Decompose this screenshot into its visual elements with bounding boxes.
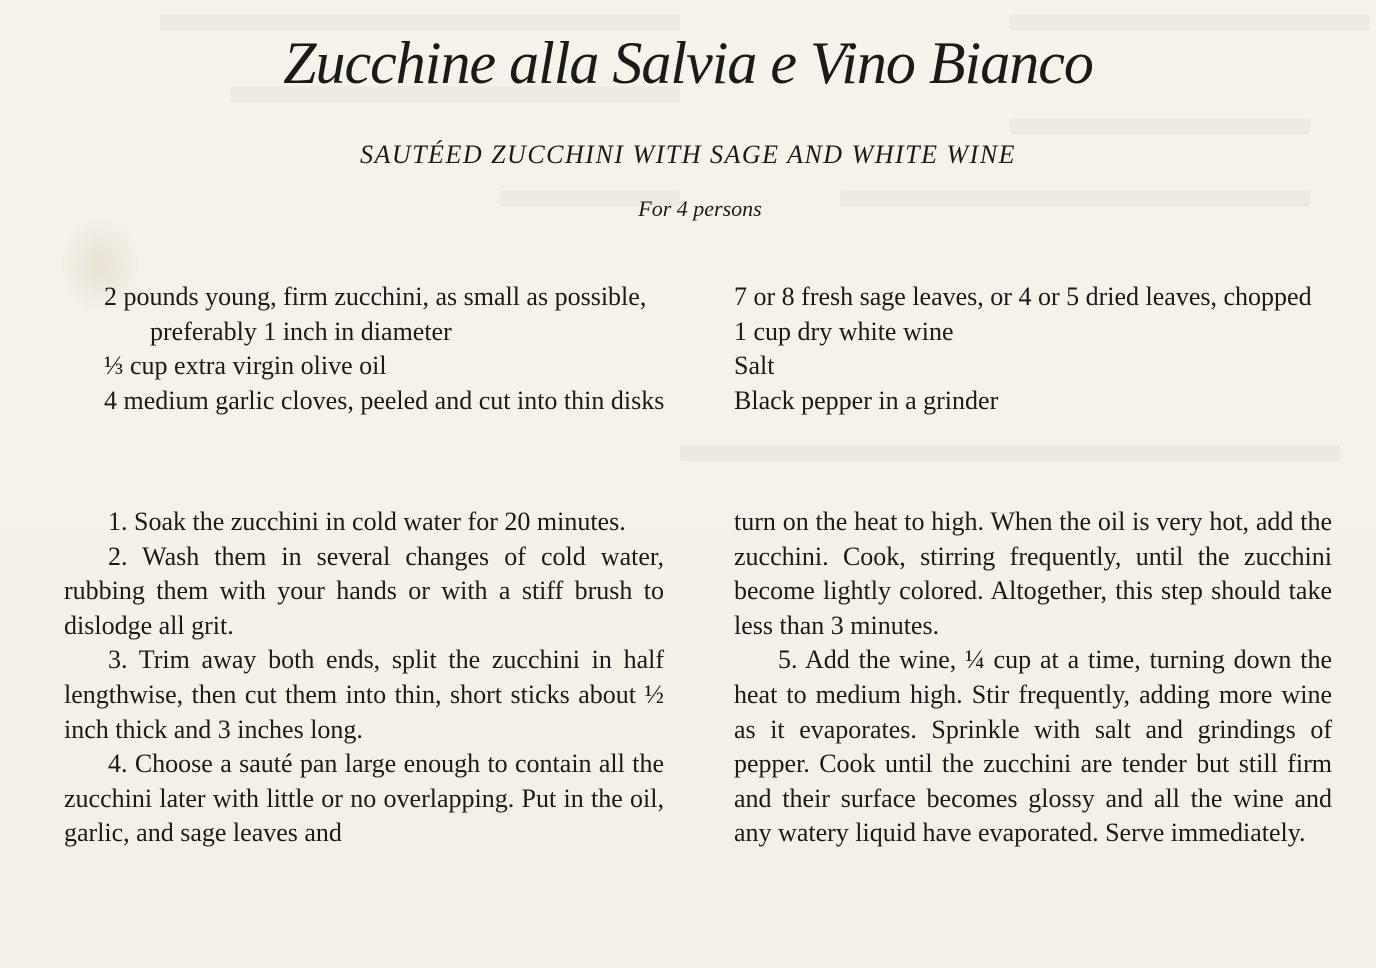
ingredient-item: 7 or 8 fresh sage leaves, or 4 or 5 dried leaves, chopped [734, 282, 1312, 311]
steps-left [64, 505, 664, 851]
ingredient-item: 1 cup dry white wine [734, 316, 954, 346]
ingredient-item: Black pepper in a grinder [734, 385, 999, 415]
step-2: 2. Wash them in several changes of cold water, rubbing them with your hands or with a stiff brush to dislodge all grit. [64, 541, 664, 640]
bleed-through-mark [1010, 14, 1370, 30]
bleed-through-mark [680, 445, 1340, 461]
bleed-through-mark [1010, 118, 1310, 134]
bleed-through-mark [160, 14, 680, 30]
step-3: 3. Trim away both ends, split the zucchini in half lengthwise, then cut them into thin, short sticks about ½ inch thick and 3 inches long. [64, 645, 664, 744]
recipe-title: Zucchine alla Salvia e Vino Bianco [283, 30, 1093, 96]
steps-right [734, 505, 1332, 851]
ingredient-item: 2 pounds young, firm zucchini, as small as possible, preferably 1 inch in diameter [104, 282, 647, 346]
ingredient-item: Salt [734, 351, 775, 381]
recipe-subtitle: SAUTÉED ZUCCHINI WITH SAGE AND WHITE WINE [359, 140, 1017, 169]
step-1: 1. Soak the zucchini in cold water for 20 minutes. [108, 507, 626, 536]
ingredient-item: ⅓ cup extra virgin olive oil [104, 351, 387, 381]
step-5: 5. Add the wine, ¼ cup at a time, turning down the heat to medium high. Stir frequently, adding more wine as it evaporates. Sprinkle with salt and grindings of pepper. Cook until the zucchini are tender but still firm and their surface becomes glossy and all the wine and any watery liquid have evaporated. Serve immediately. [734, 645, 1332, 848]
step-4: 4. Choose a sauté pan large enough to contain all the zucchini later with little or no overlapping. Put in the oil, garlic, and sage leaves and [64, 749, 664, 848]
step-4-continuation: turn on the heat to high. When the oil is very hot, add the zucchini. Cook, stirring frequently, until the zucchini become lightly colored. Altogether, this step should take less than 3 minutes. [734, 507, 1332, 640]
ingredient-item: 4 medium garlic cloves, peeled and cut into thin disks [104, 385, 665, 415]
ingredient-list-right [734, 280, 1332, 418]
ingredient-list-left [64, 280, 668, 418]
servings: For 4 persons [638, 196, 762, 221]
